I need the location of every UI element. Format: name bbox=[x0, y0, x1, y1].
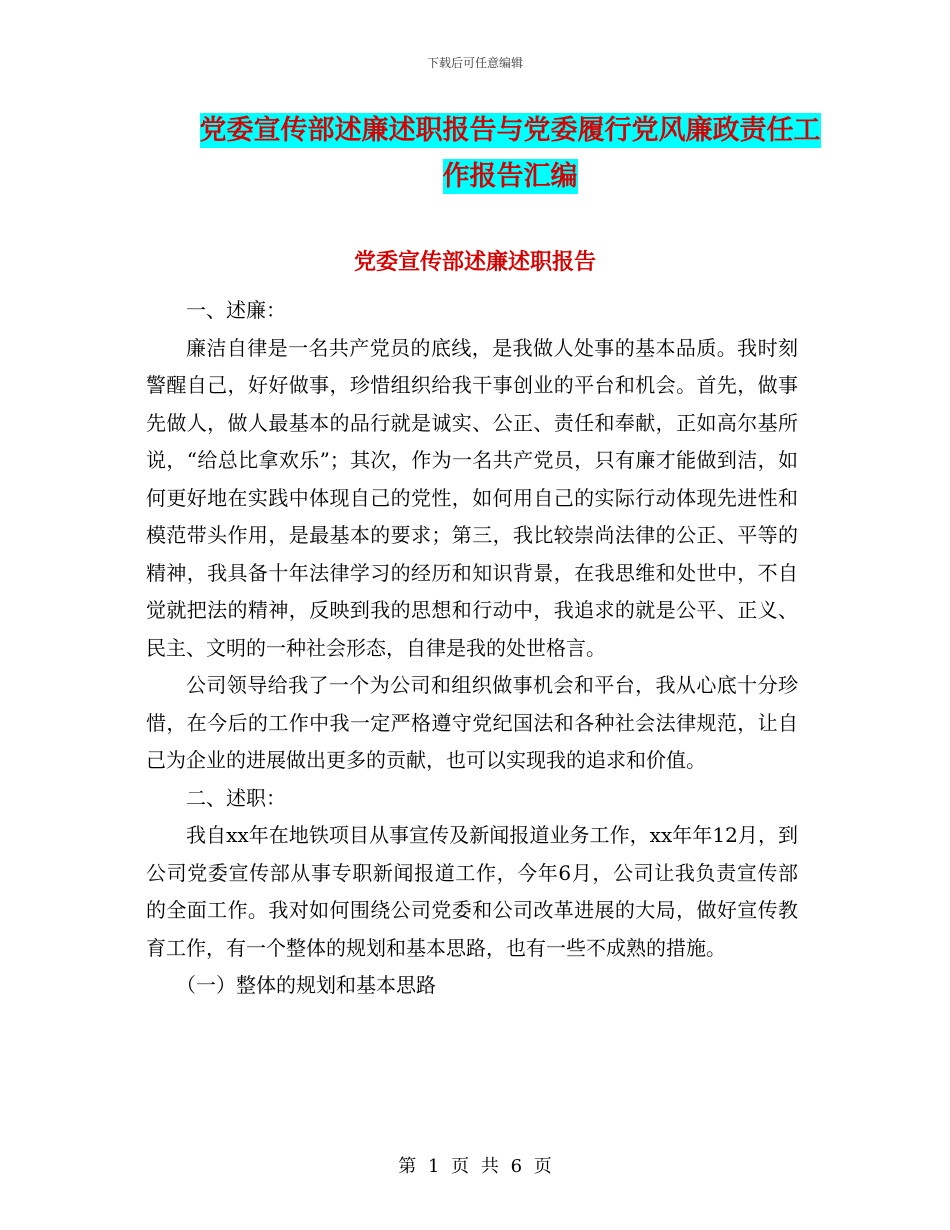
subsection-heading: （一）整体的规划和基本思路 bbox=[176, 973, 436, 997]
main-title-text: 党委宣传部述廉述职报告与党委履行党风廉政责任工作报告汇编 bbox=[199, 115, 821, 192]
body-text bbox=[146, 292, 798, 1005]
section-heading-2: 二、述职： bbox=[186, 785, 286, 810]
paragraph-1: 廉洁自律是一名共产党员的底线，是我做人处事的基本品质。我时刻警醒自己，好好做事，珍惜组织给我干事创业的平台和机会。首先，做事先做人，做人最基本的品行就是诚实、公正、责任和奉献，正如高尔基所说，“给总比拿欢乐”；其次，作为一名共产党员，只有廉才能做到洁，如何更好地在实践中体现自己的党性，如何用自己的实际行动体现先进性和模范带头作用，是最基本的要求；第三，我比较崇尚法律的公正、平等的精神，我具备十年法律学习的经历和知识背景，在我思维和处世中，不自觉就把法的精神，反映到我的思想和行动中，我追求的就是公平、正义、民主、文明的一种社会形态，自律是我的处世格言。 bbox=[146, 335, 798, 660]
section-heading-1: 一、述廉： bbox=[186, 298, 286, 322]
paragraph-2: 公司领导给我了一个为公司和组织做事机会和平台，我从心底十分珍惜，在今后的工作中我一定严格遵守党纪国法和各种社会法律规范，让自己为企业的进展做出更多的贡献，也可以实现我的追求和价值。 bbox=[146, 673, 798, 772]
page-footer: 第 1 页 共 6 页 bbox=[398, 1156, 552, 1177]
paragraph-3: 我自xx年在地铁项目从事宣传及新闻报道业务工作，xx年年12月，到公司党委宣传部从事专职新闻报道工作，今年6月，公司让我负责宣传部的全面工作。我对如何围绕公司党委和公司改革进展的大局，做好宣传教育工作，有一个整体的规划和基本思路，也有一些不成熟的措施。 bbox=[146, 823, 798, 960]
header-note: 下载后可任意编辑 bbox=[426, 56, 523, 70]
main-title bbox=[190, 108, 830, 200]
section-title: 党委宣传部述廉述职报告 bbox=[353, 249, 596, 275]
